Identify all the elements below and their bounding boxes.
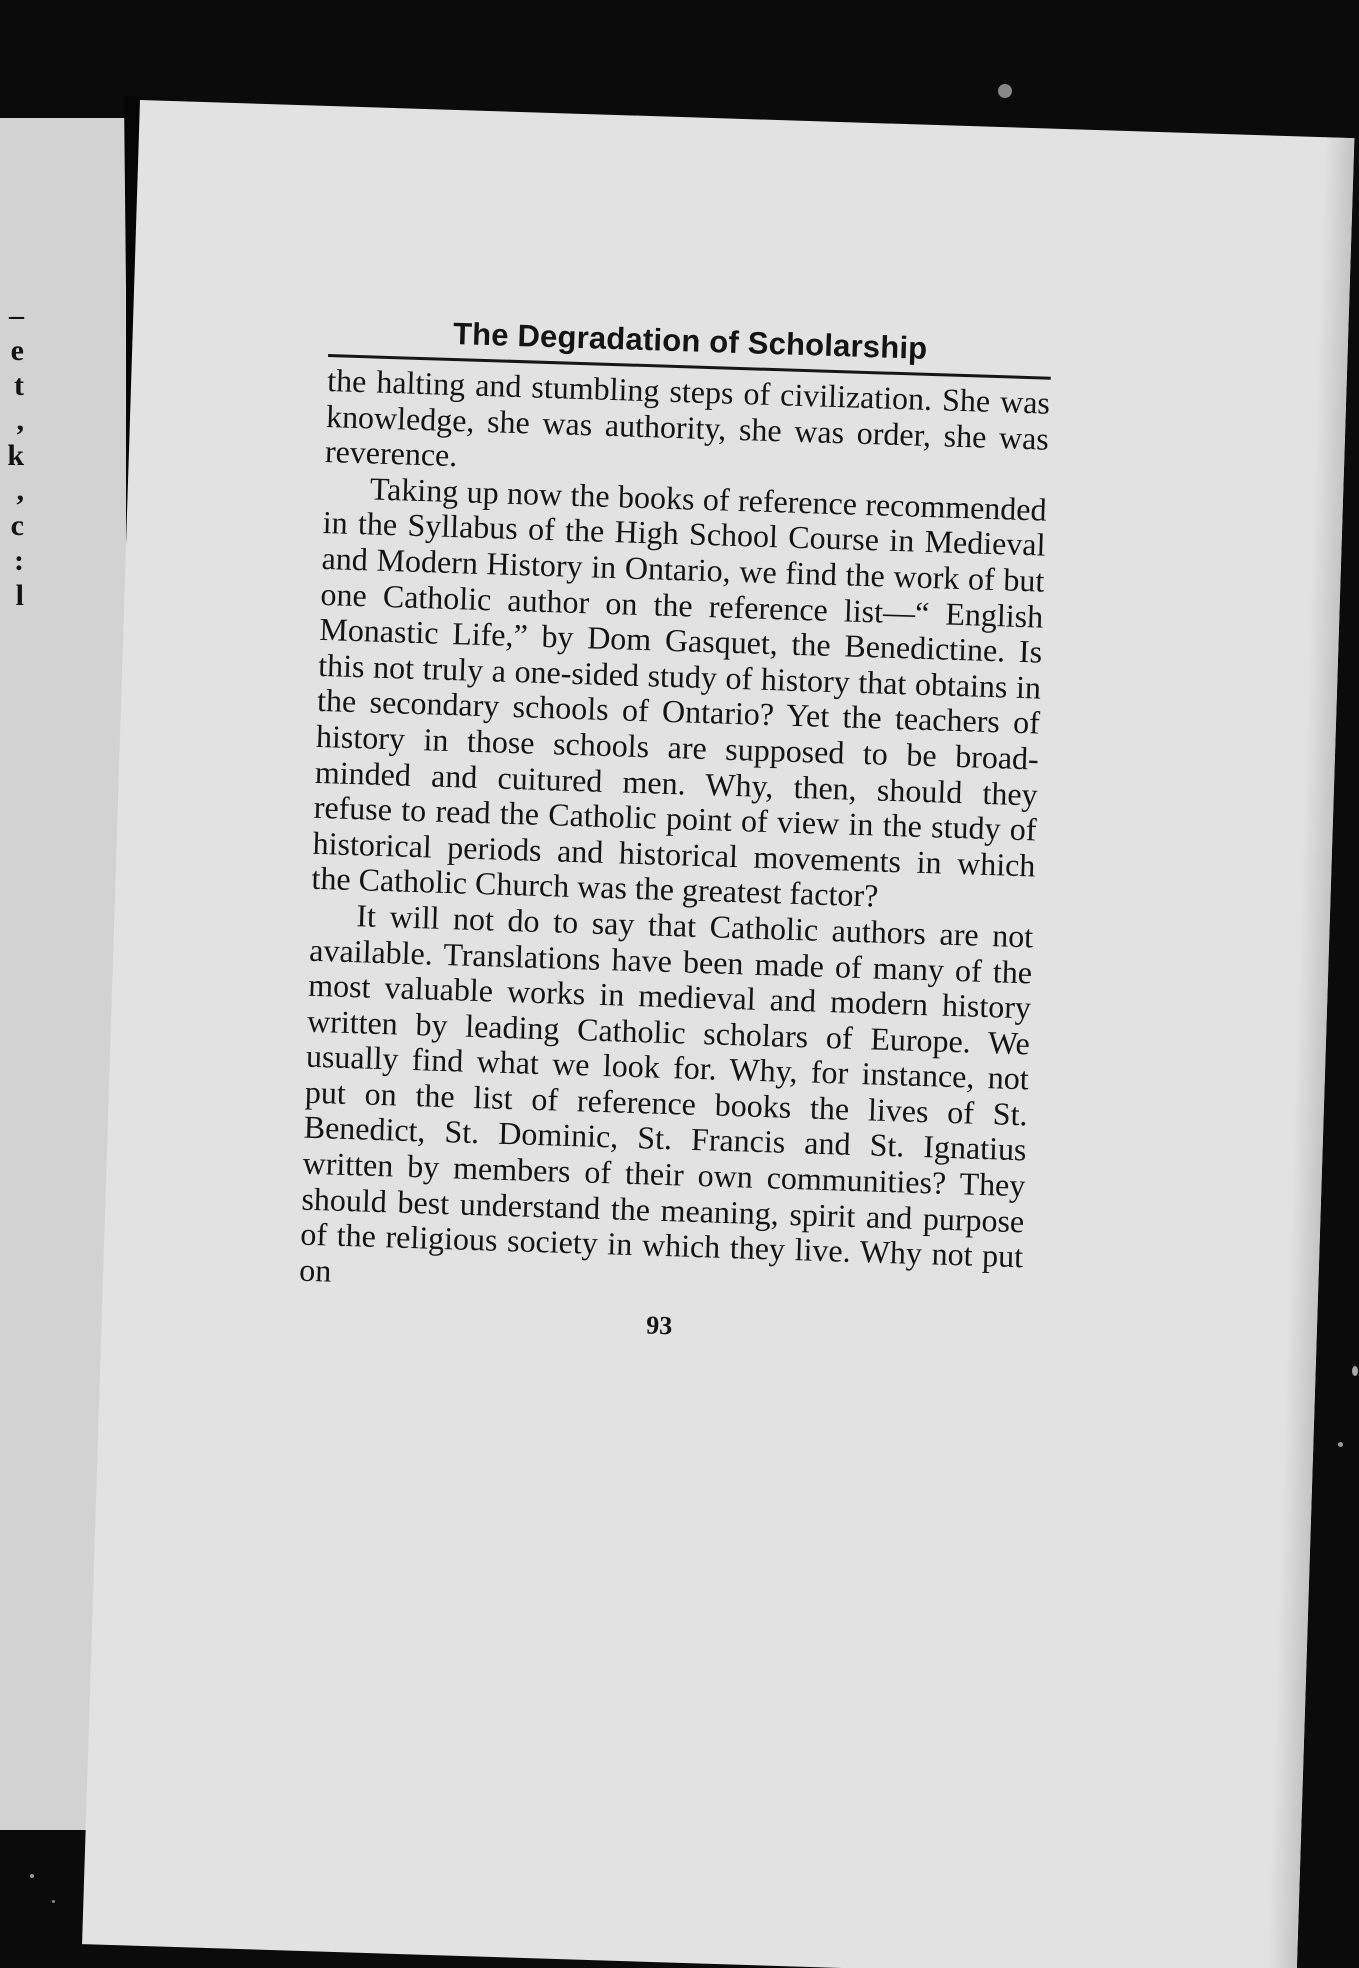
margin-char: , [16,404,24,437]
margin-char: k [7,439,24,472]
book-page [82,100,1354,1968]
margin-char: – [9,299,24,332]
page-text-block [297,312,1052,1353]
margin-char: t [14,369,24,402]
margin-char: e [10,334,24,367]
margin-char: l [15,579,24,612]
body-text [299,363,1051,1311]
margin-char: : [14,544,24,577]
scan-speck [998,84,1012,98]
scan-speck [1352,1366,1358,1376]
scan-speck [1338,1442,1343,1447]
page-edge-shadow [1266,137,1354,1968]
scan-speck [52,1900,55,1903]
running-head: The Degradation of Scholarship [452,315,928,366]
scan-speck [30,1874,34,1878]
margin-char: c [10,509,24,542]
page-number: 93 [645,1310,673,1341]
margin-char: , [16,474,24,507]
paragraph: Taking up now the books of reference recommended in the Syllabus of the High School Course in Medieval and Modern History in Ontario, we find the work of but one Catholic author on the reference list—“ English Monastic Life,” by Dom Gasquet, the Benedictine. Is this not truly a one-sided study of history that obtains in the secondary schools of Ontario? Yet the teachers of history in those schools are supposed to be broad-minded and cuitured men. Why, then, should they refuse to read the Catholic point of view in the study of historical periods and historical movements in which the Catholic Church was the greatest factor? [311,470,1048,914]
paragraph: It will not do to say that Catholic authors are not available. Translations have been made of many of the most valuable works in medieval and modern history written by leading Catholic scholars of Europe. We usually find what we look for. Why, for instance, not put on the list of reference books the lives of St. Benedict, St. Dominic, St. Francis and St. Ignatius written by members of their own communities? They should best understand the meaning, spirit and purpose of the religious society in which they live. Why not put on [298,897,1034,1289]
paragraph: the halting and stumbling steps of civilization. She was knowledge, she was authority, she was order, she was reverence. [324,362,1051,474]
left-page-margin-characters [0,298,24,613]
